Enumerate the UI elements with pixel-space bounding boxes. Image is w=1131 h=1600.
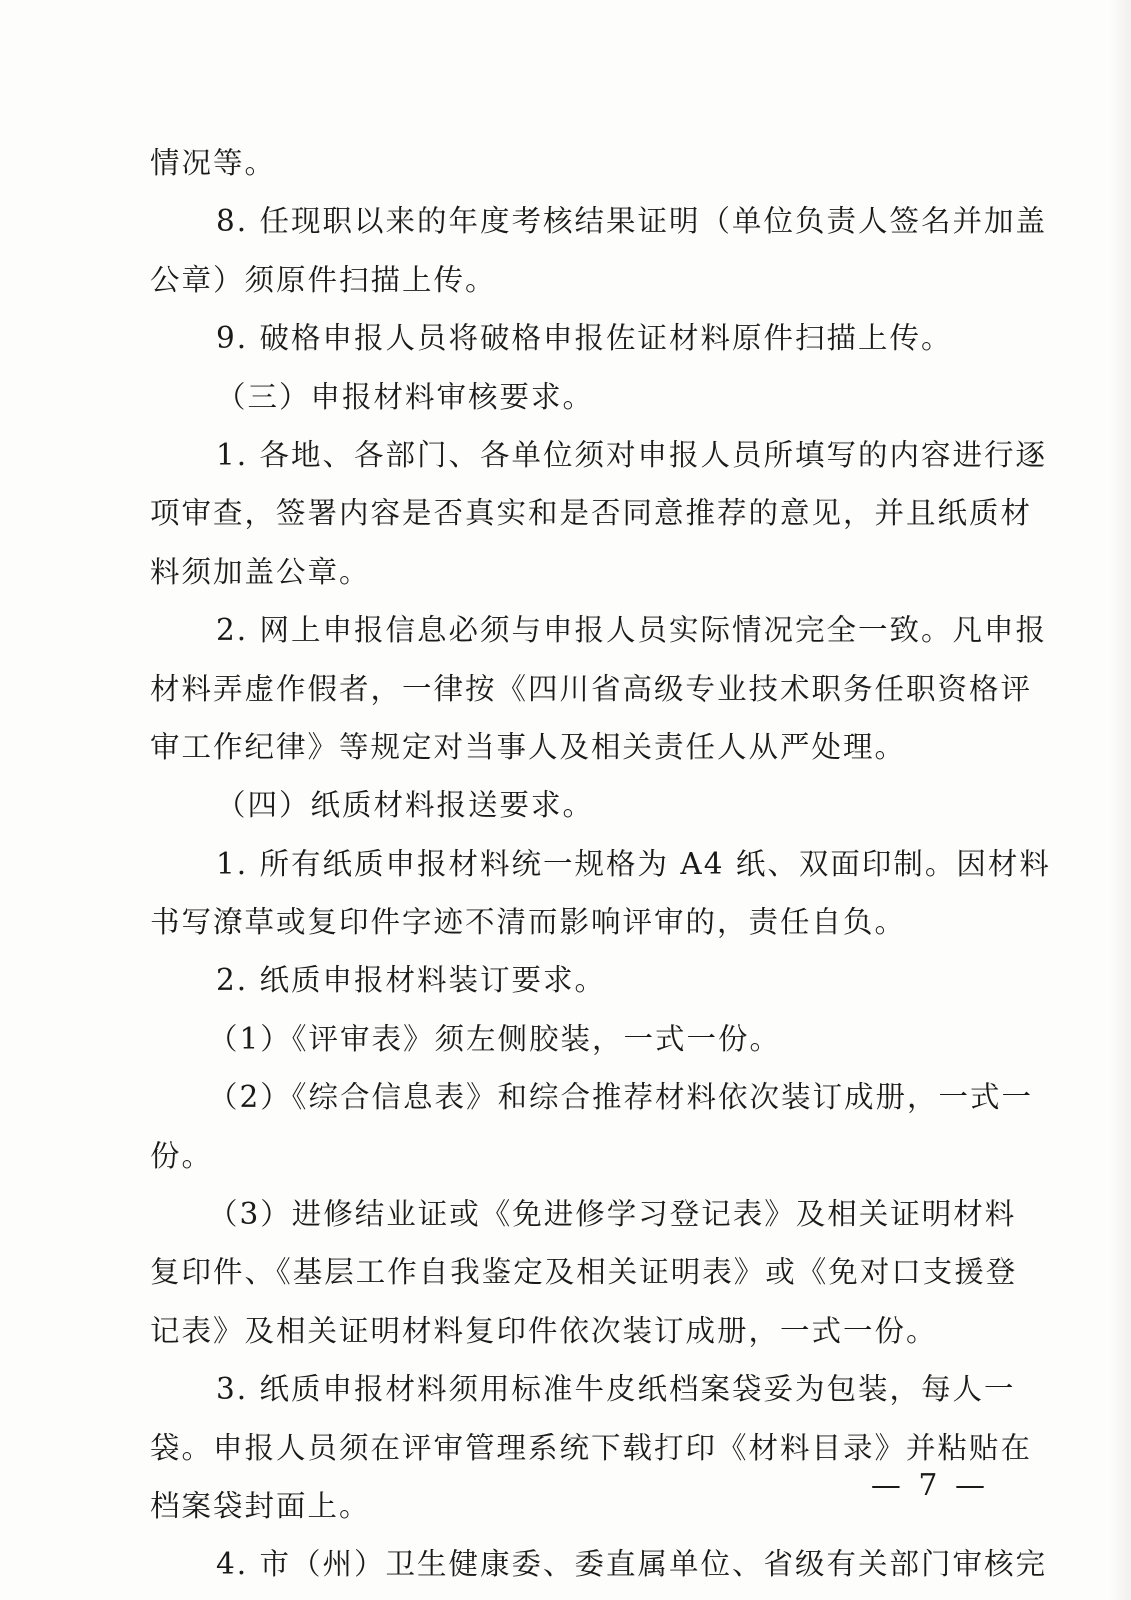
text-line: 2. 网上申报信息必须与申报人员实际情况完全一致。凡申报 bbox=[216, 613, 1048, 648]
text-line: 袋。申报人员须在评审管理系统下载打印《材料目录》并粘贴在 bbox=[150, 1430, 1033, 1465]
text-line: 复印件、《基层工作自我鉴定及相关证明表》或《免对口支援登 bbox=[150, 1255, 1018, 1290]
text-line: 情况等。 bbox=[150, 146, 277, 180]
section-heading: （四）纸质材料报送要求。 bbox=[216, 788, 595, 823]
text-line: 9. 破格申报人员将破格申报佐证材料原件扫描上传。 bbox=[216, 321, 953, 356]
text-line: 审工作纪律》等规定对当事人及相关责任人从严处理。 bbox=[150, 729, 907, 764]
body-text bbox=[150, 134, 1051, 1594]
text-line: 份。 bbox=[150, 1138, 214, 1173]
page-number: — 7 — bbox=[870, 1468, 989, 1503]
text-line: （2）《综合信息表》和综合推荐材料依次装订成册，一式一 bbox=[208, 1080, 1034, 1115]
text-line: 公章）须原件扫描上传。 bbox=[150, 262, 497, 297]
scan-edge-shadow bbox=[1109, 0, 1131, 1600]
text-line: 书写潦草或复印件字迹不清而影响评审的，责任自负。 bbox=[150, 905, 907, 940]
text-line: 1. 所有纸质申报材料统一规格为 A4 纸、双面印制。因材料 bbox=[216, 846, 1051, 881]
text-line: 项审查，签署内容是否真实和是否同意推荐的意见，并且纸质材 bbox=[150, 496, 1033, 531]
text-line: 2. 纸质申报材料装订要求。 bbox=[216, 963, 607, 998]
text-line: 4. 市（州）卫生健康委、委直属单位、省级有关部门审核完 bbox=[216, 1547, 1048, 1582]
text-line: 档案袋封面上。 bbox=[150, 1488, 371, 1523]
text-line: 材料弄虚作假者，一律按《四川省高级专业技术职务任职资格评 bbox=[150, 671, 1033, 706]
text-line: 1. 各地、各部门、各单位须对申报人员所填写的内容进行逐 bbox=[216, 437, 1048, 472]
text-line: 料须加盖公章。 bbox=[150, 554, 371, 589]
text-line: 3. 纸质申报材料须用标准牛皮纸档案袋妥为包装，每人一 bbox=[216, 1372, 1016, 1407]
section-heading: （三）申报材料审核要求。 bbox=[216, 379, 595, 414]
text-line: 记表》及相关证明材料复印件依次装订成册，一式一份。 bbox=[150, 1313, 938, 1348]
text-line: （1）《评审表》须左侧胶装，一式一份。 bbox=[208, 1021, 782, 1056]
text-line: （3）进修结业证或《免进修学习登记表》及相关证明材料 bbox=[208, 1197, 1017, 1232]
text-line: 8. 任现职以来的年度考核结果证明（单位负责人签名并加盖 bbox=[216, 204, 1048, 239]
